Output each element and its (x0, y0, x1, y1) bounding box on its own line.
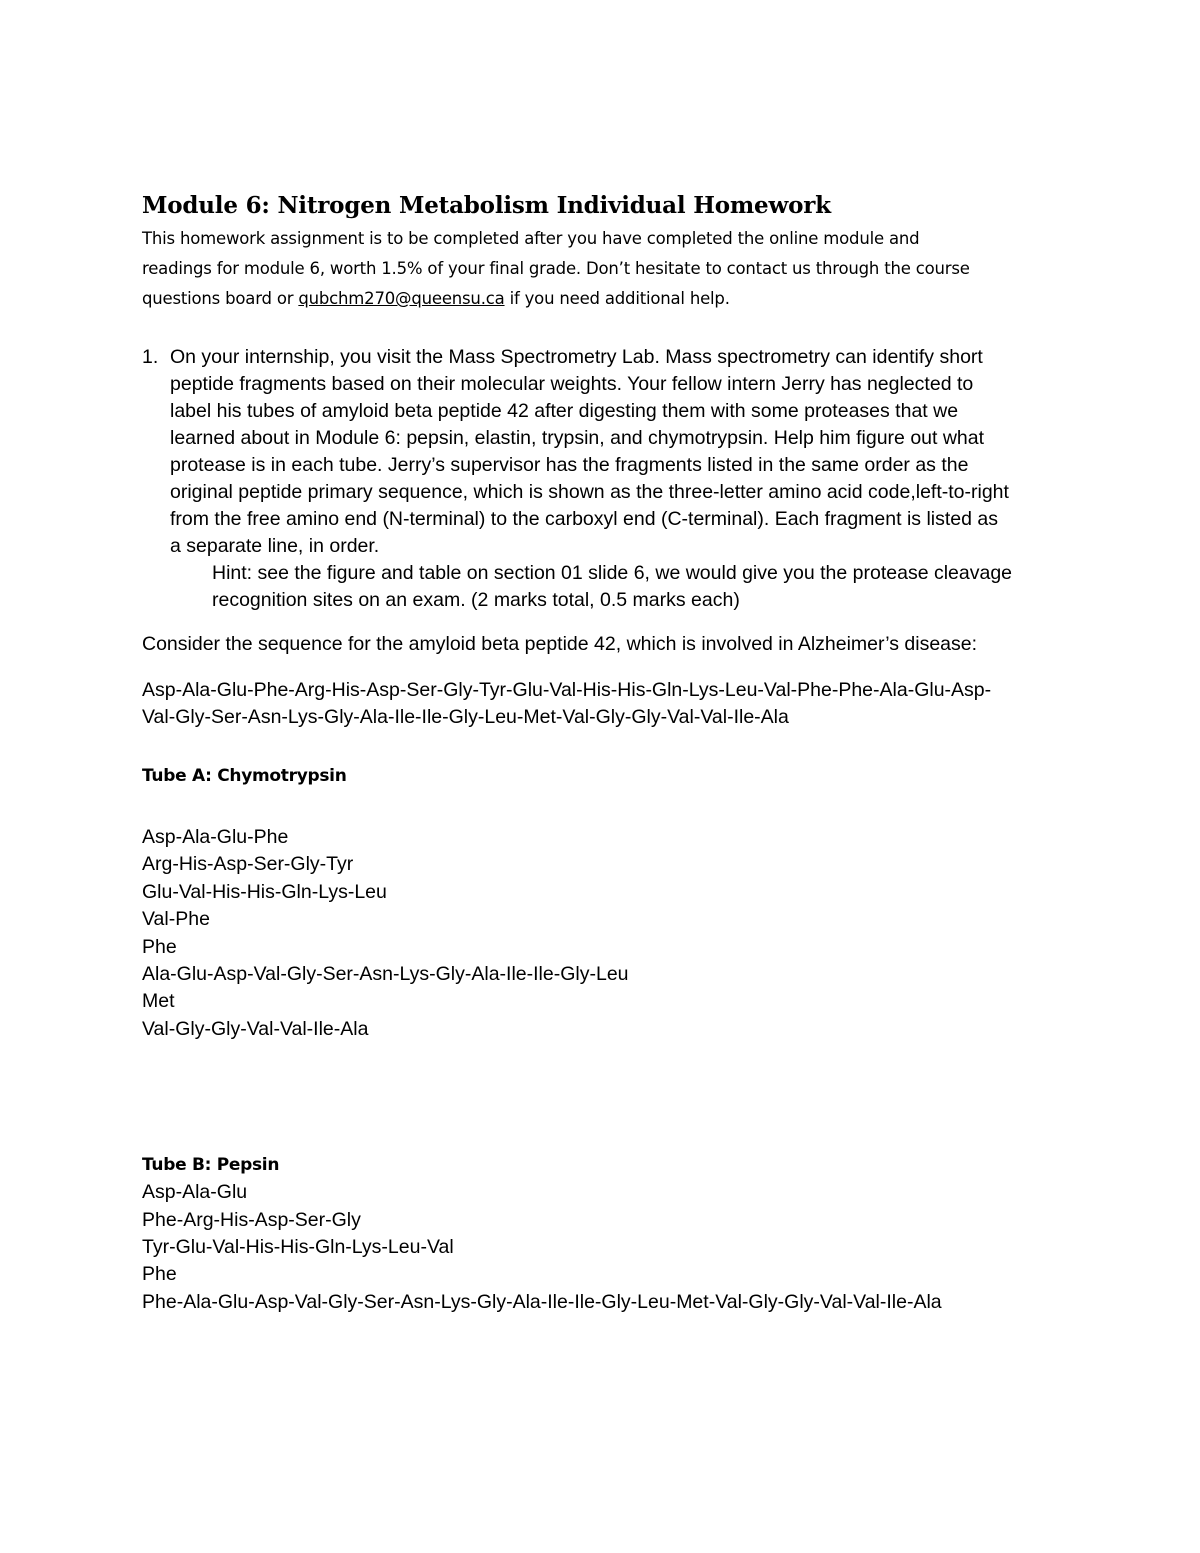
fragment-item: Asp-Ala-Glu (142, 1181, 248, 1204)
sequence-line: Val-Gly-Ser-Asn-Lys-Gly-Ala-Ile-Ile-Gly-Leu-Met-Val-Gly-Gly-Val-Val-Ile-Ala (142, 706, 789, 728)
hint-line: recognition sites on an exam. (2 marks total, 0.5 marks each) (212, 589, 740, 611)
fragment-item: Tyr-Glu-Val-His-His-Gln-Lys-Leu-Val (142, 1236, 454, 1259)
intro-line-3 (142, 284, 1062, 314)
sequence-line: Asp-Ala-Glu-Phe-Arg-His-Asp-Ser-Gly-Tyr-Glu-Val-His-His-Gln-Lys-Leu-Val-Phe-Phe-Ala-Glu-Asp- (142, 679, 992, 701)
fragment-item: Val-Phe (142, 908, 210, 931)
question-line: label his tubes of amyloid beta peptide 42 after digesting them with some proteases that we (170, 400, 959, 422)
page-title: Module 6: Nitrogen Metabolism Individual Homework (142, 192, 831, 219)
fragment-item: Glu-Val-His-His-Gln-Lys-Leu (142, 880, 387, 903)
question-line: On your internship, you visit the Mass Spectrometry Lab. Mass spectrometry can identify short (170, 346, 983, 368)
question-line: from the free amino end (N-terminal) to the carboxyl end (C-terminal). Each fragment is listed as (170, 508, 998, 530)
fragment-item: Asp-Ala-Glu-Phe (142, 826, 289, 848)
question-line: protease is in each tube. Jerry’s supervisor has the fragments listed in the same order as the (170, 454, 969, 476)
email-link[interactable]: qubchm270@queensu.ca (298, 289, 505, 308)
intro-line-2: readings for module 6, worth 1.5% of your final grade. Don’t hesitate to contact us through the course (142, 259, 970, 278)
amyloid-sequence (142, 677, 1062, 731)
question-line: learned about in Module 6: pepsin, elastin, trypsin, and chymotrypsin. Help him figure out what (170, 427, 985, 449)
consider-paragraph: Consider the sequence for the amyloid beta peptide 42, which is involved in Alzheimer’s disease: (142, 633, 978, 655)
tube-a-fragments (142, 824, 1062, 1043)
tube-a-heading: Tube A: Chymotrypsin (142, 766, 347, 786)
question-line: a separate line, in order. (170, 535, 380, 557)
fragment-item: Phe (142, 935, 177, 958)
question-number: 1. (142, 346, 159, 368)
question-line: original peptide primary sequence, which is shown as the three-letter amino acid code,left-to-right (170, 481, 1009, 503)
intro-line-1: This homework assignment is to be completed after you have completed the online module and (142, 229, 920, 248)
fragment-item: Val-Gly-Gly-Val-Val-Ile-Ala (142, 1017, 369, 1040)
fragment-item: Arg-His-Asp-Ser-Gly-Tyr (142, 853, 354, 876)
fragment-item: Ala-Glu-Asp-Val-Gly-Ser-Asn-Lys-Gly-Ala-Ile-Ile-Gly-Leu (142, 963, 629, 986)
intro-line-3-after-link: if you need additional help. (504, 289, 730, 308)
fragment-item: Phe-Ala-Glu-Asp-Val-Gly-Ser-Asn-Lys-Gly-Ala-Ile-Ile-Gly-Leu-Met-Val-Gly-Gly-Val-Val-Ile-Ala (142, 1290, 942, 1313)
tube-b-heading: Tube B: Pepsin (142, 1155, 280, 1176)
fragment-item: Phe-Arg-His-Asp-Ser-Gly (142, 1208, 361, 1231)
question-item (142, 344, 1062, 614)
intro-line-3-before-link: questions board or (142, 289, 299, 308)
question-list (142, 344, 1062, 614)
fragment-item: Phe (142, 1263, 177, 1286)
question-line: peptide fragments based on their molecular weights. Your fellow intern Jerry has neglected to (170, 373, 974, 395)
document-page (142, 188, 1062, 1316)
intro-paragraph (142, 224, 1062, 314)
hint-line: Hint: see the figure and table on section 01 slide 6, we would give you the protease cleavage (212, 562, 1013, 584)
tube-b-fragments (142, 1179, 1062, 1316)
fragment-item: Met (142, 990, 175, 1013)
hint-block (212, 560, 1062, 614)
